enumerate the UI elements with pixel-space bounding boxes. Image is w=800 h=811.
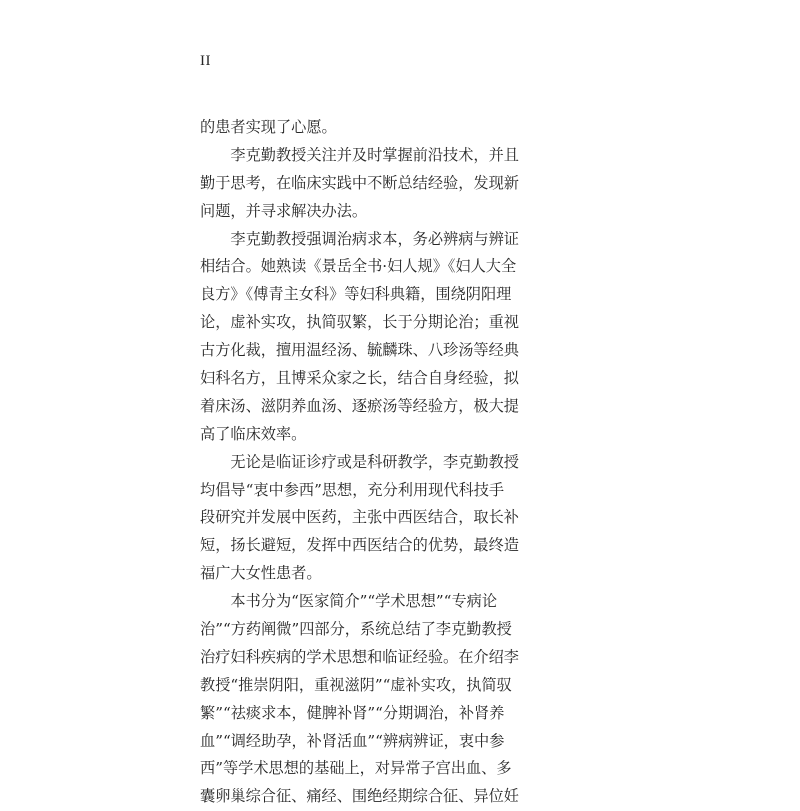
text-line: 高了临床效率。 [200, 424, 307, 443]
text-line: 血”“调经助孕，补肾活血”“辨病辨证，衷中参 [200, 731, 505, 750]
text-line: 李克勤教授关注并及时掌握前沿技术，并且 [200, 145, 519, 164]
body-text [200, 114, 520, 811]
text-line: 李克勤教授强调治病求本，务必辨病与辨证 [200, 229, 519, 248]
text-line: 均倡导“衷中参西”思想，充分利用现代科技手 [200, 480, 505, 499]
text-line: 良方》《傅青主女科》等妇科典籍，围绕阴阳理 [200, 285, 512, 304]
text-line: 福广大女性患者。 [200, 564, 322, 583]
text-line: 的患者实现了心愿。 [200, 118, 337, 136]
text-line: 相结合。她熟读《景岳全书·妇人规》《妇人大全 [200, 257, 517, 276]
text-line: 短，扬长避短，发挥中西医结合的优势，最终造 [200, 536, 519, 555]
text-line: 问题，并寻求解决办法。 [200, 201, 368, 220]
text-line: 治”“方药阐微”四部分，系统总结了李克勤教授 [200, 620, 512, 639]
text-line: 教授“推崇阴阳，重视滋阴”“虚补实攻，执简驭 [200, 675, 512, 694]
text-line: 勤于思考，在临床实践中不断总结经验，发现新 [200, 173, 519, 192]
text-line: 段研究并发展中医药，主张中西医结合，取长补 [200, 508, 519, 527]
text-line: 古方化裁，擅用温经汤、毓麟珠、八珍汤等经典 [200, 341, 519, 360]
text-line: 着床汤、滋阴养血汤、逐瘀汤等经验方，极大提 [200, 396, 519, 415]
page-number: II [200, 53, 211, 69]
text-line: 本书分为“医家简介”“学术思想”“专病论 [200, 592, 498, 611]
text-line: 论，虚补实攻，执简驭繁，长于分期论治；重视 [200, 313, 519, 332]
text-line: 无论是临证诊疗或是科研教学，李克勤教授 [200, 452, 519, 471]
text-line: 治疗妇科疾病的学术思想和临证经验。在介绍李 [200, 647, 519, 666]
text-line: 西”等学术思想的基础上，对异常子宫出血、多 [200, 759, 512, 778]
text-line: 繁”“祛痰求本，健脾补肾”“分期调治，补肾养 [200, 703, 505, 722]
text-line: 妇科名方，且博采众家之长，结合自身经验，拟 [200, 369, 519, 388]
text-line: 囊卵巢综合征、痛经、围绝经期综合征、异位妊 [200, 787, 519, 806]
